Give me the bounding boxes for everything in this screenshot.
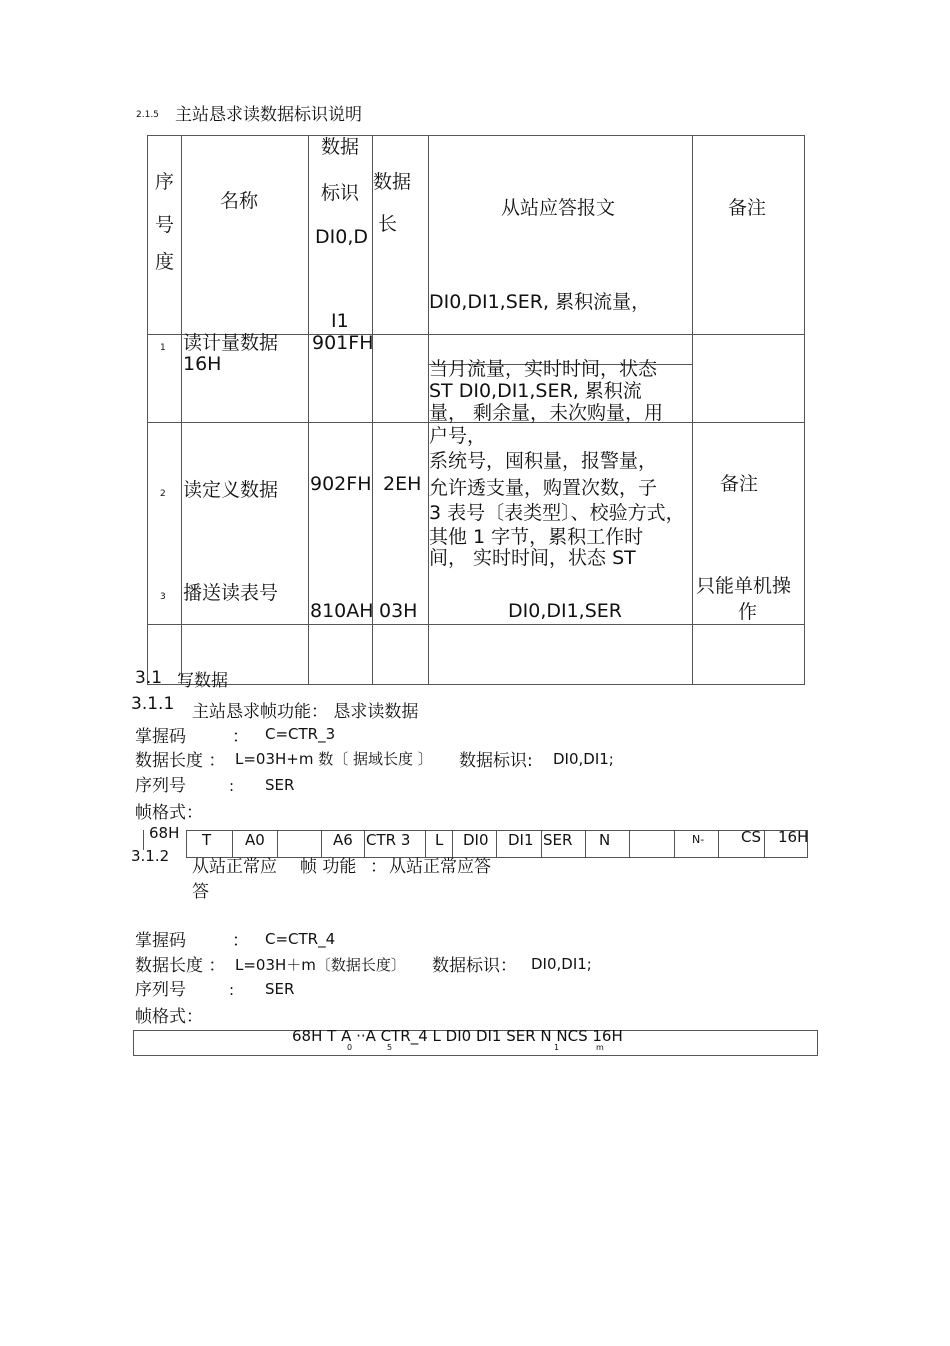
control-code-label: 掌握码 — [135, 727, 186, 747]
section-312-title-d: 从站正常应答 — [389, 857, 491, 877]
frame-sub-0: 0 — [347, 1043, 353, 1052]
row-2-di: 902FH — [310, 473, 372, 495]
row-2-reply-2: 允许透支量，购置次数，子 — [429, 477, 658, 499]
frame-sub-1: 1 — [554, 1043, 560, 1052]
row-3-name: 播送读表号 — [183, 582, 279, 604]
control-code-colon-2: ： — [232, 931, 249, 951]
section-312-number: 3.1.2 — [131, 847, 170, 865]
header-reply: 从站应答报文 — [501, 197, 616, 219]
data-id-value: DI0,DI1; — [553, 750, 614, 768]
control-code-value-2: C=CTR_4 — [265, 930, 336, 948]
section-311-title: 主站恳求帧功能： 恳求读数据 — [192, 702, 419, 722]
serial-label: 序列号 — [135, 776, 186, 796]
row-2-len: 2EH — [383, 473, 422, 495]
header-seq-1: 序 — [155, 171, 175, 193]
header-seq-3: 度 — [155, 251, 175, 273]
frame-field-di1: DI1 — [508, 831, 534, 849]
header-name: 名称 — [220, 190, 259, 212]
header-di-3: DI0,D — [315, 226, 368, 248]
frame-field-ser: SER — [543, 831, 573, 849]
section-312-title-b: 帧 功能 — [300, 857, 357, 877]
frame-field-n: N — [599, 831, 611, 849]
header-di-1: 数据 — [321, 136, 360, 158]
data-length-value-2: L=03H＋m〔数据长度〕 — [235, 956, 406, 974]
section-312-title-a: 从站正常应 — [192, 857, 277, 877]
control-code-colon: ： — [232, 727, 249, 747]
row-3-seq: 3 — [160, 592, 166, 602]
section-title: 主站恳求读数据标识说明 — [175, 105, 362, 125]
frame-field-l: L — [435, 831, 444, 849]
row-3-len: 03H — [379, 600, 418, 622]
row-2-name: 读定义数据 — [183, 479, 279, 501]
serial-value-2: SER — [265, 980, 295, 998]
header-len-2: 长 — [378, 213, 398, 235]
row-3-note-1: 只能单机操 — [696, 575, 792, 597]
data-id-label: 数据标识: — [459, 751, 533, 771]
row-2-reply-3: 3 表号〔表类型〕、校验方式， — [429, 502, 685, 524]
frame-field-t: T — [202, 831, 212, 849]
frame-format-312 — [133, 1027, 818, 1056]
frame-sub-5: 5 — [387, 1043, 393, 1052]
serial-value: SER — [265, 776, 295, 794]
row-2-reply-1: 系统号，囤积量，报警量， — [429, 450, 658, 472]
frame-format-label-2: 帧格式： — [135, 1007, 203, 1027]
control-code-value: C=CTR_3 — [265, 725, 336, 743]
frame-field-di0: DI0 — [463, 831, 489, 849]
reply-intro: DI0,DI1,SER, 累积流量， — [429, 291, 651, 313]
row-3-note-2: 作 — [738, 601, 758, 623]
data-id-label-2: 数据标识： — [432, 956, 517, 976]
frame-field-a0: A0 — [245, 831, 265, 849]
row-3-reply: DI0,DI1,SER — [508, 600, 622, 622]
frame-format-label: 帧格式： — [135, 803, 203, 823]
section-31-title: 写数据 — [177, 671, 228, 691]
row-1-reply-4: 户号， — [429, 425, 487, 447]
frame-sub-m: m — [596, 1043, 604, 1052]
section-311-number: 3.1.1 — [131, 694, 175, 714]
data-id-value-2: DI0,DI1; — [531, 955, 592, 973]
row-1-seq: 1 — [160, 343, 166, 353]
row-2-reply-4: 其他 1 字节，累积工作时 — [429, 526, 644, 548]
frame-field-ctr: CTR 3 — [366, 831, 411, 849]
section-312-title-wrap: 答 — [192, 882, 209, 902]
serial-colon: : — [229, 777, 235, 795]
row-1-reply-2: ST DI0,DI1,SER, 累积流 — [429, 380, 642, 402]
frame-field-nm: N- — [692, 833, 705, 846]
serial-label-2: 序列号 — [135, 980, 186, 1000]
section-31-number: 3.1 — [135, 668, 163, 688]
header-di-2: 标识 — [321, 182, 360, 204]
frame-field-a6: A6 — [333, 831, 353, 849]
row-3-di: 810AH — [310, 600, 374, 622]
row-1-name-2: 16H — [183, 353, 222, 375]
row-1-reply-1: 当月流量，实时时间，状态 — [429, 358, 658, 380]
header-len-1: 数据 — [373, 171, 412, 193]
row-1-di: 901FH — [312, 332, 374, 354]
row-2-reply-5: 间， 实时时间，状态 ST — [429, 547, 636, 569]
data-length-label-2: 数据长度 ： — [135, 956, 226, 976]
control-code-label-2: 掌握码 — [135, 931, 186, 951]
header-note: 备注 — [728, 197, 767, 219]
frame-field-cs: CS — [741, 828, 761, 846]
row-2-seq: 2 — [160, 489, 166, 499]
frame-field-start: 68H — [149, 824, 180, 842]
section-number: 2.1.5 — [136, 110, 159, 120]
header-seq-2: 号 — [155, 214, 175, 236]
row-2-note: 备注 — [720, 473, 759, 495]
section-312-title-c: ： — [370, 857, 387, 877]
header-di-4: I1 — [331, 310, 349, 332]
frame-field-end: 16H — [778, 828, 809, 846]
row-1-name-1: 读计量数据 — [183, 332, 279, 354]
data-length-value: L=03H+m 数〔 据域长度 〕 — [235, 750, 433, 768]
row-1-reply-3: 量， 剩余量，未次购量，用 — [429, 402, 664, 424]
data-length-label: 数据长度 ： — [135, 751, 226, 771]
frame-text-312: 68H T A ··A CTR_4 L DI0 DI1 SER N NCS 16H — [292, 1027, 623, 1045]
serial-colon-2: : — [229, 981, 235, 999]
